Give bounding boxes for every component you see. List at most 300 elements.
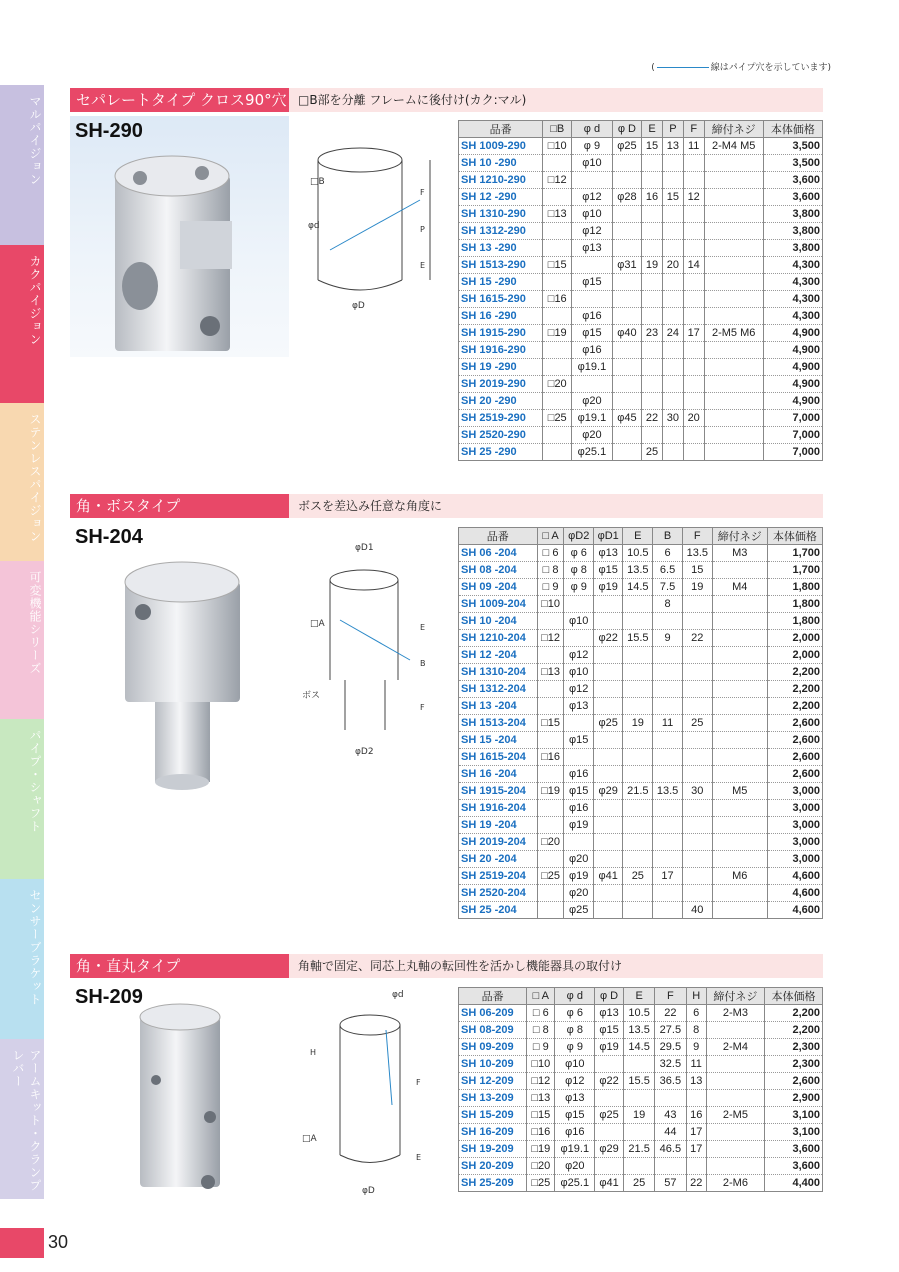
table-row	[459, 1073, 823, 1090]
cell: □19	[543, 325, 572, 342]
cell: M6	[712, 868, 767, 885]
cell: φ 6	[564, 545, 593, 562]
part-number: SH 10-209	[459, 1056, 527, 1073]
cylinder-illustration	[70, 116, 289, 357]
cell	[704, 291, 763, 308]
cell: φ12	[555, 1073, 595, 1090]
cell	[593, 800, 622, 817]
cell	[686, 1158, 706, 1175]
part-number: SH 20-209	[459, 1158, 527, 1175]
cell: 25	[682, 715, 712, 732]
cell	[572, 172, 613, 189]
cell: 19	[623, 715, 653, 732]
price: 3,800	[763, 223, 822, 240]
cell	[682, 885, 712, 902]
cell	[642, 291, 663, 308]
cell	[704, 223, 763, 240]
cell	[683, 342, 704, 359]
cell: φ 8	[555, 1022, 595, 1039]
cell: 16	[642, 189, 663, 206]
cell	[623, 732, 653, 749]
cell	[706, 1141, 764, 1158]
cell: □20	[543, 376, 572, 393]
price: 2,200	[764, 1022, 822, 1039]
cell: 9	[686, 1039, 706, 1056]
section-header-sh290	[70, 88, 823, 112]
part-number: SH 1210-290	[459, 172, 543, 189]
cell	[537, 698, 564, 715]
cell	[704, 155, 763, 172]
price: 7,000	[763, 427, 822, 444]
cell: 15	[642, 138, 663, 155]
table-row	[459, 325, 823, 342]
cell	[564, 834, 593, 851]
cell: 17	[683, 325, 704, 342]
cell	[537, 613, 564, 630]
price: 2,000	[767, 647, 822, 664]
price: 1,800	[767, 579, 822, 596]
part-number: SH 13-209	[459, 1090, 527, 1107]
cell: φ20	[564, 851, 593, 868]
sidebar-tab[interactable]: マルパイジョン	[0, 85, 44, 245]
cell	[653, 817, 683, 834]
cell	[623, 1158, 654, 1175]
price: 7,000	[763, 444, 822, 461]
cell	[704, 410, 763, 427]
cell	[642, 274, 663, 291]
cell	[712, 800, 767, 817]
cell: □ 6	[537, 545, 564, 562]
cell	[537, 902, 564, 919]
price: 1,800	[767, 596, 822, 613]
cell	[612, 223, 641, 240]
cell	[593, 749, 622, 766]
cell	[623, 851, 653, 868]
table-row	[459, 613, 823, 630]
product-photo-sh290	[70, 116, 289, 357]
cell	[653, 851, 683, 868]
cell: 17	[653, 868, 683, 885]
part-number: SH 20 -204	[459, 851, 538, 868]
cell: φ13	[595, 1005, 624, 1022]
price: 2,300	[764, 1056, 822, 1073]
cell	[623, 749, 653, 766]
cell	[593, 885, 622, 902]
part-number: SH 2520-204	[459, 885, 538, 902]
price: 4,400	[764, 1175, 822, 1192]
cell	[683, 444, 704, 461]
price: 4,600	[767, 868, 822, 885]
dimension-drawing-sh290	[300, 140, 440, 315]
table-row	[459, 359, 823, 376]
price: 4,300	[763, 257, 822, 274]
cell	[662, 444, 683, 461]
cell: φ29	[595, 1141, 624, 1158]
dimension-drawing-sh209	[300, 985, 440, 1200]
cell	[593, 851, 622, 868]
cell	[543, 427, 572, 444]
table-row	[459, 206, 823, 223]
cell	[682, 664, 712, 681]
cell: 43	[655, 1107, 686, 1124]
cell: 6	[653, 545, 683, 562]
cell: 13.5	[623, 1022, 654, 1039]
price: 7,000	[763, 410, 822, 427]
cell: 7.5	[653, 579, 683, 596]
part-number: SH 25-209	[459, 1175, 527, 1192]
part-number: SH 1310-290	[459, 206, 543, 223]
cell	[623, 1090, 654, 1107]
price: 4,900	[763, 325, 822, 342]
part-number: SH 10 -204	[459, 613, 538, 630]
cell	[642, 393, 663, 410]
svg-text:φD2: φD2	[355, 747, 374, 757]
cell	[706, 1124, 764, 1141]
cell	[683, 240, 704, 257]
table-row	[459, 562, 823, 579]
price: 4,900	[763, 359, 822, 376]
cell	[712, 647, 767, 664]
table-row	[459, 579, 823, 596]
part-number: SH 1009-290	[459, 138, 543, 155]
cell	[712, 834, 767, 851]
table-row	[459, 817, 823, 834]
cell	[682, 613, 712, 630]
price: 4,300	[763, 274, 822, 291]
column-header: E	[642, 121, 663, 138]
cell	[612, 359, 641, 376]
table-row	[459, 257, 823, 274]
cell: □15	[537, 715, 564, 732]
table-row	[459, 240, 823, 257]
cell: 17	[686, 1124, 706, 1141]
price: 3,100	[764, 1124, 822, 1141]
cell	[623, 834, 653, 851]
price: 3,000	[767, 817, 822, 834]
price: 4,300	[763, 308, 822, 325]
cell: 14	[683, 257, 704, 274]
cell: 20	[683, 410, 704, 427]
cell: 29.5	[655, 1039, 686, 1056]
table-row	[459, 393, 823, 410]
section-title: セパレートタイプ クロス90°穴	[70, 88, 289, 112]
cell: 15	[662, 189, 683, 206]
part-number: SH 06-209	[459, 1005, 527, 1022]
part-number: SH 19 -290	[459, 359, 543, 376]
cell: □13	[527, 1090, 555, 1107]
cell	[706, 1158, 764, 1175]
cell: φ25.1	[555, 1175, 595, 1192]
part-number: SH 1210-204	[459, 630, 538, 647]
column-header: 本体価格	[767, 528, 822, 545]
svg-text:F: F	[420, 188, 425, 197]
page-number: 30	[48, 1232, 69, 1252]
cell: M5	[712, 783, 767, 800]
cell: 22	[642, 410, 663, 427]
cell: □13	[543, 206, 572, 223]
sidebar-tab[interactable]: センサーブラケット	[0, 879, 44, 1039]
cell: 6.5	[653, 562, 683, 579]
boss-illustration	[70, 522, 289, 808]
column-header: φ D	[612, 121, 641, 138]
cell: φ13	[572, 240, 613, 257]
model-name: SH-204	[75, 526, 143, 548]
cell: M4	[712, 579, 767, 596]
price: 4,900	[763, 393, 822, 410]
cell: 15.5	[623, 1073, 654, 1090]
sidebar-tab[interactable]: アームキット・クランプレバー	[0, 1039, 44, 1199]
column-header: φD2	[564, 528, 593, 545]
section-title: 角・直丸タイプ	[70, 954, 289, 978]
cell	[704, 274, 763, 291]
cell: φ20	[564, 885, 593, 902]
cell: 27.5	[655, 1022, 686, 1039]
cell: 11	[683, 138, 704, 155]
price: 4,900	[763, 342, 822, 359]
part-number: SH 15 -204	[459, 732, 538, 749]
cell	[662, 155, 683, 172]
cell	[683, 393, 704, 410]
cell	[623, 800, 653, 817]
cell	[683, 172, 704, 189]
price: 3,000	[767, 851, 822, 868]
part-number: SH 2519-290	[459, 410, 543, 427]
cell: φ20	[572, 393, 613, 410]
column-header: F	[682, 528, 712, 545]
cell: φ 8	[564, 562, 593, 579]
cell: □19	[527, 1141, 555, 1158]
cell: φ10	[572, 155, 613, 172]
cell	[682, 851, 712, 868]
price: 3,600	[764, 1158, 822, 1175]
cell: φ15	[572, 274, 613, 291]
cell: 25	[623, 1175, 654, 1192]
cell: φ13	[555, 1090, 595, 1107]
column-header: □ A	[527, 988, 555, 1005]
part-number: SH 12-209	[459, 1073, 527, 1090]
cell	[682, 766, 712, 783]
column-header: 品番	[459, 121, 543, 138]
cell: 21.5	[623, 783, 653, 800]
cell	[543, 274, 572, 291]
price: 2,200	[767, 664, 822, 681]
cell: φ41	[593, 868, 622, 885]
sidebar-tab[interactable]: カクパイジョン	[0, 245, 44, 403]
cell	[623, 902, 653, 919]
table-row	[459, 851, 823, 868]
svg-text:□A: □A	[302, 1134, 317, 1144]
cell: 32.5	[655, 1056, 686, 1073]
cell: 30	[682, 783, 712, 800]
cell: φ15	[595, 1022, 624, 1039]
table-row	[459, 681, 823, 698]
cell	[662, 240, 683, 257]
part-number: SH 2520-290	[459, 427, 543, 444]
cell	[612, 172, 641, 189]
cell	[612, 427, 641, 444]
cell	[662, 308, 683, 325]
column-header: E	[623, 988, 654, 1005]
svg-text:□B: □B	[310, 177, 325, 187]
cell: 13	[662, 138, 683, 155]
table-row	[459, 189, 823, 206]
part-number: SH 09 -204	[459, 579, 538, 596]
price: 3,000	[767, 834, 822, 851]
cell	[642, 359, 663, 376]
price: 3,800	[763, 240, 822, 257]
cell	[712, 630, 767, 647]
price: 2,200	[767, 681, 822, 698]
cell: 19	[623, 1107, 654, 1124]
table-row	[459, 698, 823, 715]
column-header: B	[653, 528, 683, 545]
cell	[712, 749, 767, 766]
cell	[537, 817, 564, 834]
cell	[564, 749, 593, 766]
cell: M3	[712, 545, 767, 562]
svg-text:B: B	[420, 659, 426, 668]
cell	[683, 308, 704, 325]
table-row	[459, 732, 823, 749]
table-row	[459, 308, 823, 325]
cell: 13.5	[653, 783, 683, 800]
price: 4,900	[763, 376, 822, 393]
cell	[593, 732, 622, 749]
cell: φ20	[555, 1158, 595, 1175]
cell: φ22	[593, 630, 622, 647]
cell: φ10	[572, 206, 613, 223]
cell: φ16	[572, 342, 613, 359]
cell: φ25.1	[572, 444, 613, 461]
cell	[662, 342, 683, 359]
table-row	[459, 800, 823, 817]
cell: □ 8	[527, 1022, 555, 1039]
cell	[704, 172, 763, 189]
cell	[543, 155, 572, 172]
cell: 13.5	[682, 545, 712, 562]
column-header: 本体価格	[764, 988, 822, 1005]
product-photo-sh204	[70, 522, 289, 808]
part-number: SH 19 -204	[459, 817, 538, 834]
cell	[572, 257, 613, 274]
cell	[712, 766, 767, 783]
cell	[682, 596, 712, 613]
cell	[642, 223, 663, 240]
part-number: SH 12 -290	[459, 189, 543, 206]
table-row	[459, 1124, 823, 1141]
cell	[653, 681, 683, 698]
table-row	[459, 376, 823, 393]
cell	[683, 427, 704, 444]
cell	[682, 647, 712, 664]
cell	[712, 596, 767, 613]
part-number: SH 2519-204	[459, 868, 538, 885]
cell	[712, 681, 767, 698]
cell: φ15	[564, 732, 593, 749]
cell: □15	[543, 257, 572, 274]
cell: 10.5	[623, 1005, 654, 1022]
table-row	[459, 749, 823, 766]
cell: 8	[686, 1022, 706, 1039]
spec-table-sh209	[458, 987, 823, 1192]
cell	[543, 240, 572, 257]
cell	[543, 359, 572, 376]
cell	[543, 342, 572, 359]
cell	[612, 376, 641, 393]
pipe-hole-note	[651, 60, 831, 73]
cell: 2-M4	[706, 1039, 764, 1056]
cell: φ45	[612, 410, 641, 427]
column-header: 締付ネジ	[712, 528, 767, 545]
part-number: SH 06 -204	[459, 545, 538, 562]
cell: 17	[686, 1141, 706, 1158]
cell	[655, 1090, 686, 1107]
cell: 23	[642, 325, 663, 342]
section-header-sh209	[70, 954, 823, 978]
price: 3,600	[763, 189, 822, 206]
table-row	[459, 1056, 823, 1073]
cell: 19	[642, 257, 663, 274]
cell	[543, 393, 572, 410]
cell: 10.5	[623, 545, 653, 562]
svg-text:F: F	[420, 703, 425, 712]
cell	[662, 393, 683, 410]
svg-text:□A: □A	[310, 619, 325, 629]
price: 3,000	[767, 783, 822, 800]
price: 3,500	[763, 155, 822, 172]
column-header: 品番	[459, 988, 527, 1005]
cell	[623, 817, 653, 834]
svg-text:φD: φD	[352, 301, 365, 311]
cell	[543, 308, 572, 325]
cell	[655, 1158, 686, 1175]
table-row	[459, 291, 823, 308]
sidebar-tab[interactable]: パイプ・シャフト	[0, 719, 44, 879]
cell	[612, 291, 641, 308]
cell	[642, 342, 663, 359]
cell: φ10	[564, 613, 593, 630]
price: 3,600	[764, 1141, 822, 1158]
table-row	[459, 868, 823, 885]
cell: 11	[653, 715, 683, 732]
part-number: SH 1513-290	[459, 257, 543, 274]
cell	[593, 613, 622, 630]
cell	[662, 206, 683, 223]
column-header: φ d	[572, 121, 613, 138]
cell: □12	[527, 1073, 555, 1090]
cell	[623, 885, 653, 902]
price: 2,000	[767, 630, 822, 647]
cell	[593, 596, 622, 613]
cell: 40	[682, 902, 712, 919]
part-number: SH 1615-290	[459, 291, 543, 308]
part-number: SH 1615-204	[459, 749, 538, 766]
price: 3,800	[763, 206, 822, 223]
cell: 22	[655, 1005, 686, 1022]
sidebar-tab[interactable]: 可変機能シリーズ	[0, 561, 44, 719]
svg-text:H: H	[310, 1048, 317, 1057]
cell	[642, 376, 663, 393]
price: 2,600	[767, 749, 822, 766]
cell: 13.5	[623, 562, 653, 579]
table-row	[459, 1158, 823, 1175]
cell	[653, 732, 683, 749]
price: 3,100	[764, 1107, 822, 1124]
table-row	[459, 138, 823, 155]
cell: 11	[686, 1056, 706, 1073]
sidebar-tab[interactable]: ステンレスパイジョン	[0, 403, 44, 561]
cell: 2-M3	[706, 1005, 764, 1022]
